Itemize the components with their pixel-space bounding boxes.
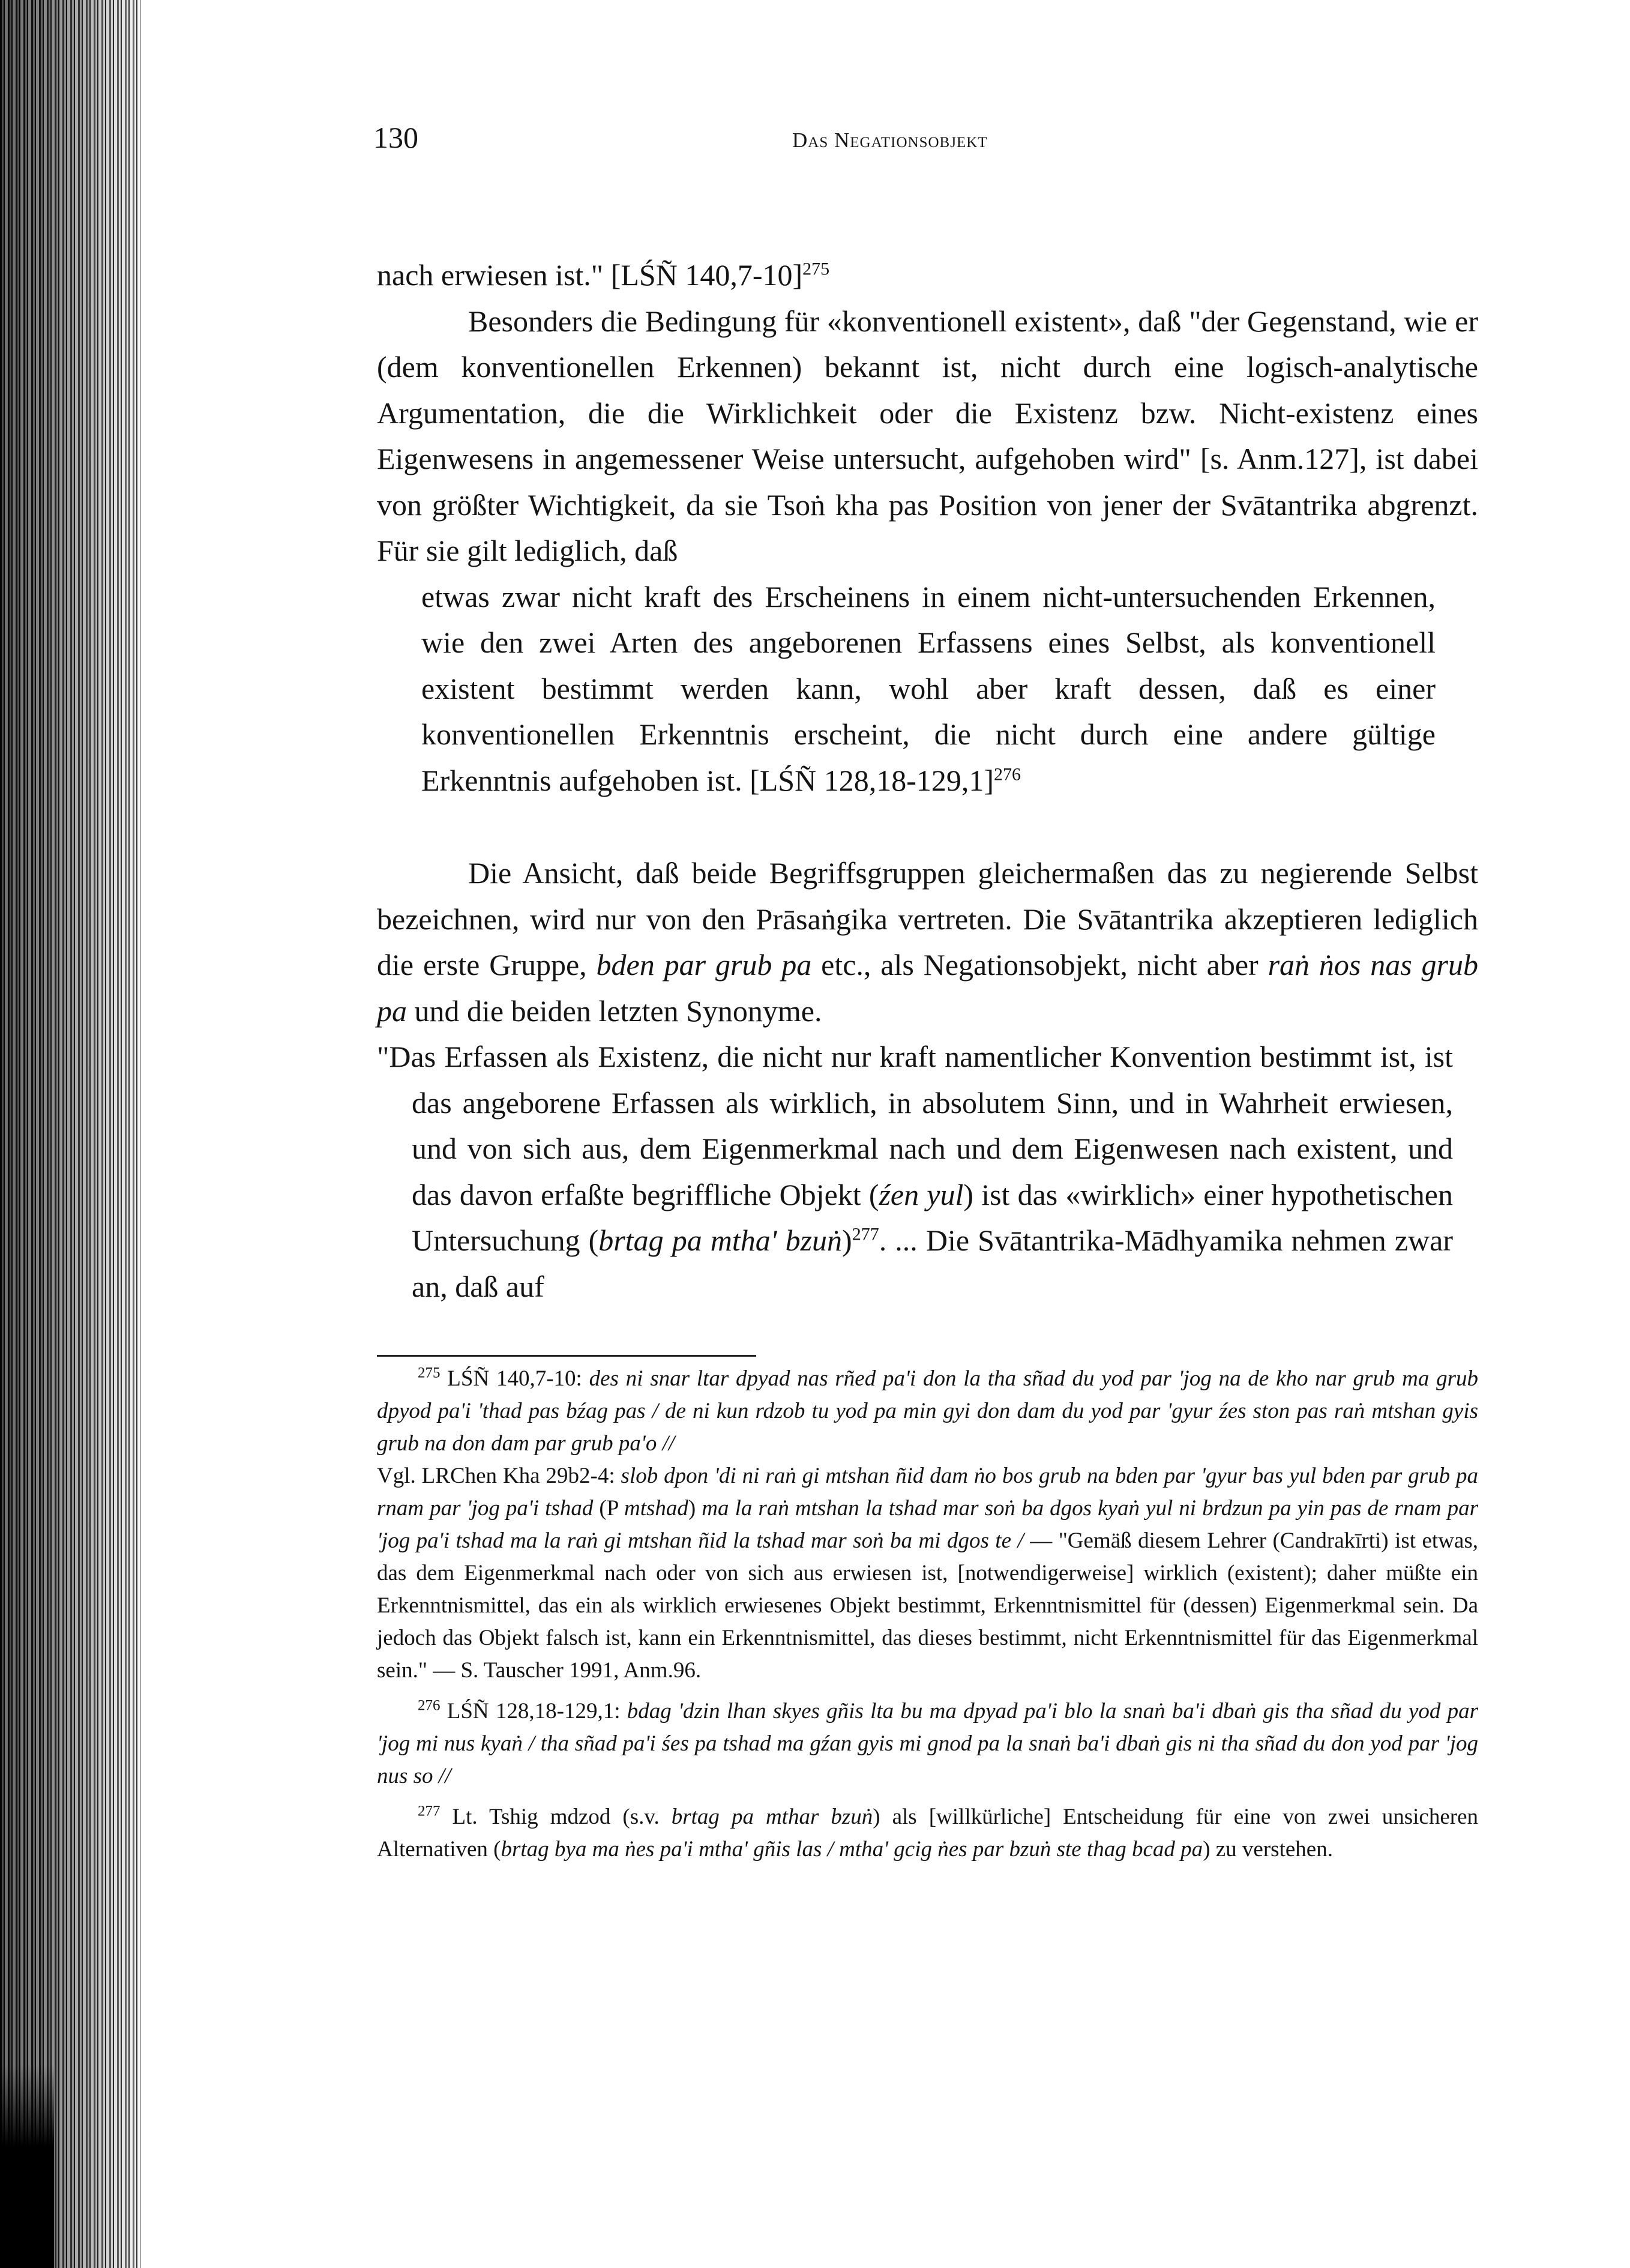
text-run: )	[842, 1223, 852, 1257]
text-run: . ... Die Svātantrika-Mādhyamika nehmen zwar an, daß auf	[412, 1223, 1453, 1303]
tibetan-quote: bdag 'dzin lhan skyes gñis lta bu ma dpyad pa'i blo la snaṅ ba'i dbaṅ gis tha sñad du yod par 'jog mi nus kyaṅ / tha sñad pa'i śes pa tshad ma gźan gyis mi gnod pa la snaṅ ba'i dbaṅ gis ni tha sñad du don yod par 'jog nus so //	[377, 1699, 1479, 1788]
footnote-ref-277: 277	[852, 1224, 879, 1244]
block-quote-erfassen	[377, 1034, 1453, 1309]
paragraph-gap	[377, 803, 1478, 850]
footnote-number: 275	[418, 1365, 441, 1381]
quote-body	[377, 1034, 1453, 1309]
text-run: Vgl. LRChen Kha 29b2-4:	[377, 1464, 621, 1488]
block-quote-lsn	[421, 574, 1436, 804]
text-run: "Das Erfassen als Existenz, die nicht nur kraft namentlicher Konvention bestimmt ist, ist das angeborene Erfassen als wirklich, in absolutem Sinn, und in Wahrheit erwiesen, und von sich aus, dem Eigenmerkmal nach und dem Eigenwesen nach existent, und das davon erfaßte begriffliche Objekt (	[377, 1040, 1453, 1211]
text-run: und die beiden letzten Synonyme.	[407, 994, 822, 1028]
text-run: ) zu verstehen.	[1203, 1837, 1333, 1862]
footnote-number: 276	[418, 1697, 441, 1714]
running-title: Das Negationsobjekt	[792, 128, 988, 152]
footnote-275	[377, 1363, 1478, 1687]
tibetan-term: brtag pa mthar bzuṅ	[671, 1805, 873, 1829]
binding-gutter-shadow	[0, 0, 141, 2268]
tibetan-quote: des ni snar ltar dpyad nas rñed pa'i don la tha sñad du yod par 'jog na de kho nar grub ma grub dpyod pa'i 'thad pas bźag pas / de ni kun rdzob tu yod pa min gyi don dam du yod par 'gyur źes ston pas raṅ mtshan gyis grub na don dam par grub pa'o //	[377, 1366, 1479, 1456]
text-run: ) ist das «wirklich» einer hypothetischen Untersuchung (	[412, 1177, 1453, 1257]
footnotes	[377, 1363, 1478, 1874]
text-run: (P	[593, 1496, 624, 1521]
footnote-ref-276: 276	[994, 764, 1021, 784]
text-run: ) als [willkürliche] Entscheidung für eine von zwei unsicheren Alternativen (	[377, 1805, 1478, 1862]
footnote-277	[377, 1801, 1478, 1866]
paragraph-continuation	[377, 252, 1478, 298]
footnote-separator	[377, 1355, 756, 1357]
tibetan-quote: slob dpon 'di ni raṅ gi mtshan ñid dam ṅo bos grub na bden par 'gyur bas yul bden par grub pa rnam par 'jog pa'i tshad	[377, 1464, 1479, 1521]
tibetan-term: źen yul	[879, 1177, 964, 1211]
text-run: )	[688, 1496, 702, 1521]
paragraph-bedingung: Besonders die Bedingung für «konventionell existent», daß "der Gegenstand, wie er (dem konventionellen Erkennen) bekannt ist, nicht durch eine logisch-analytische Argumentation, die die Wirklichkeit oder die Existenz bzw. Nicht-existenz eines Eigenwesens in angemessener Weise untersucht, aufgehoben wird" [s. Anm.127], ist dabei von größter Wichtigkeit, da sie Tsoṅ kha pas Position von jener der Svātantrika abgrenzt. Für sie gilt lediglich, daß	[377, 304, 1478, 567]
text-run: LŚÑ 140,7-10:	[440, 1366, 589, 1391]
tibetan-term: bden par grub pa	[596, 948, 812, 982]
tibetan-term: mtshad	[624, 1496, 688, 1521]
binding-gutter-edge	[0, 2065, 54, 2268]
tibetan-term: raṅ ṅos nas grub pa	[377, 948, 1479, 1028]
footnote-ref-275: 275	[802, 259, 830, 279]
quote-text: etwas zwar nicht kraft des Erscheinens in einem nicht-untersuchenden Erkennen, wie den zwei Arten des angeborenen Erfassens eines Selbst, als konventionell existent bestimmt werden kann, wohl aber kraft dessen, daß es einer konventionellen Erkenntnis erscheint, die nicht durch eine andere gültige Erkenntnis aufgehoben ist. [LŚÑ 128,18-129,1]	[421, 579, 1436, 797]
text-run: LŚÑ 128,18-129,1:	[440, 1699, 627, 1724]
text-run: etc., als Negationsobjekt, nicht aber	[811, 948, 1268, 982]
page-number: 130	[373, 121, 418, 154]
footnote-276	[377, 1695, 1478, 1793]
footnote-number: 277	[418, 1803, 441, 1820]
text-run: Lt. Tshig mdzod (s.v.	[440, 1805, 672, 1829]
tibetan-quote: ma la raṅ mtshan la tshad mar soṅ ba dgos kyaṅ yul ni brdzun pa yin pas de rnam par 'jog pa'i tshad ma la raṅ gi mtshan ñid la tshad mar soṅ ba mi dgos te /	[377, 1496, 1478, 1553]
text-run: — "Gemäß diesem Lehrer (Candrakīrti) ist etwas, das dem Eigenmerkmal nach oder von sich aus erwiesen ist, [notwendigerweise] wirklich (existent); daher müßte ein Erkenntnismittel, das ein als wirklich erwiesenes Objekt bestimmt, Erkenntnismittel für (dessen) Eigenmerkmal sein. Da jedoch das Objekt falsch ist, kann ein Erkenntnismittel, das dieses bestimmt, nicht Erkenntnismittel für das Eigenmerkmal sein." — S. Tauscher 1991, Anm.96.	[377, 1528, 1478, 1683]
tibetan-term: brtag pa mtha' bzuṅ	[598, 1223, 843, 1257]
tibetan-quote: brtag bya ma ṅes pa'i mtha' gñis las / mtha' gcig ṅes par bzuṅ ste thag bcad pa	[501, 1837, 1203, 1862]
text-run: Die Ansicht, daß beide Begriffsgruppen gleichermaßen das zu negierende Selbst bezeichnen, wird nur von den Prāsaṅgika vertreten. Die Svātantrika akzeptieren lediglich die erste Gruppe,	[377, 856, 1478, 982]
main-text	[377, 252, 1478, 1309]
paragraph-ansicht	[377, 850, 1478, 1034]
paragraph-text: nach erwiesen ist." [LŚÑ 140,7-10]	[377, 258, 803, 292]
